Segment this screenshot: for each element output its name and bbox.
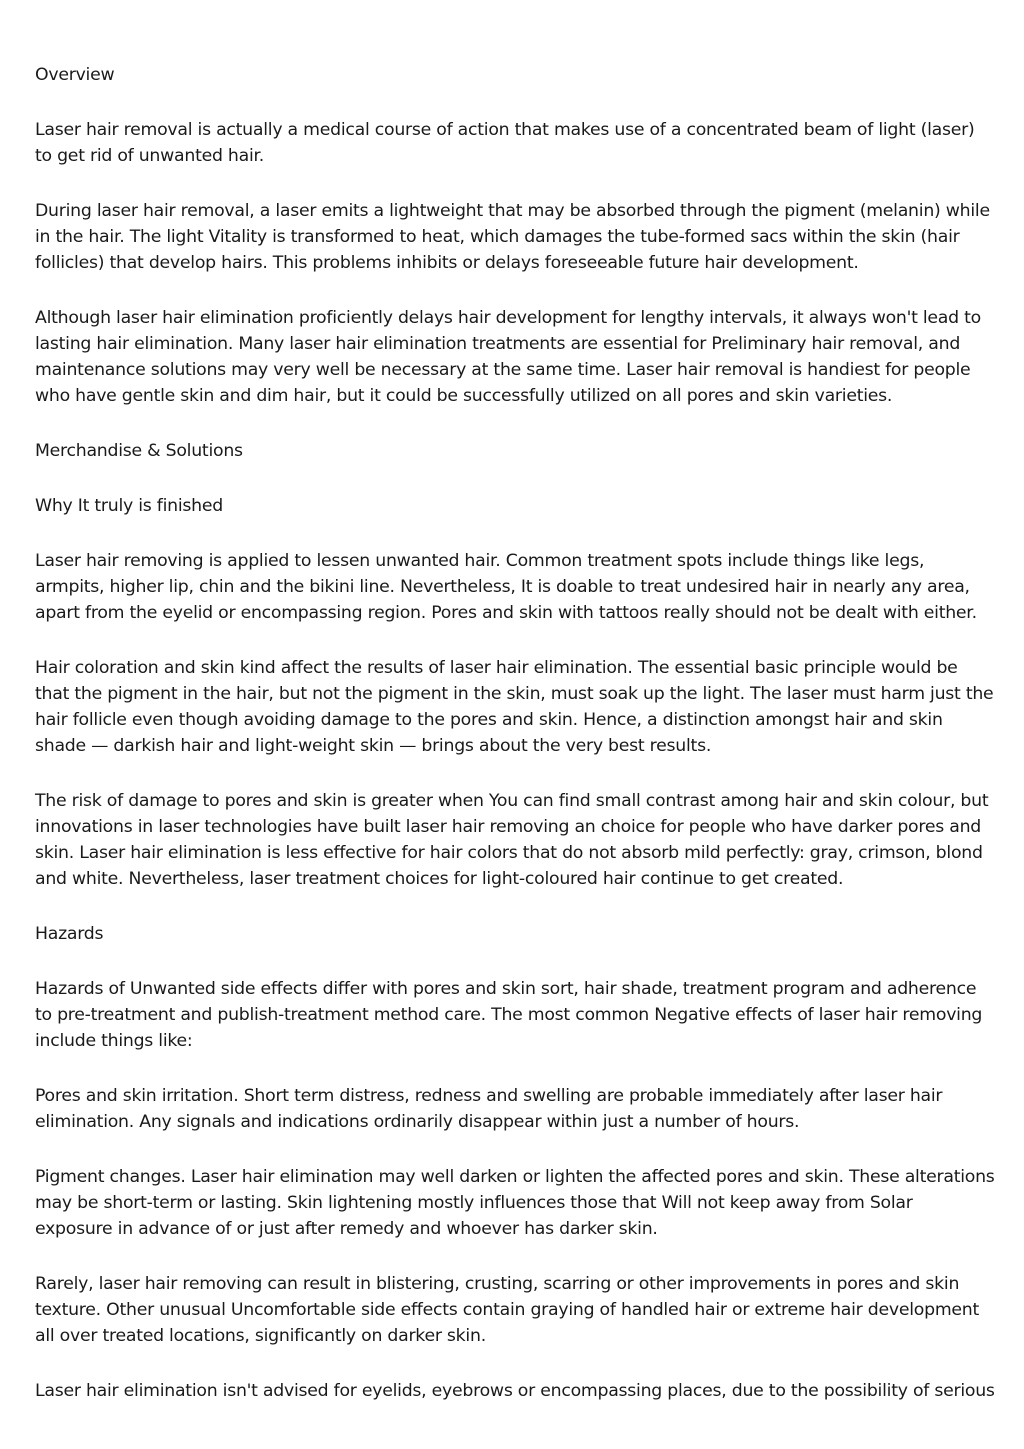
- section-heading-hazards: Hazards: [35, 924, 104, 944]
- paragraph: During laser hair removal, a laser emits a lightweight that may be absorbed through the pigment (melanin) while in the hair. The light Vitality is transformed to heat, which damages the tube-formed sacs within the skin (hair follicles) that develop hairs. This problems inhibits or delays foreseeable future hair development.: [35, 201, 990, 273]
- paragraph: Rarely, laser hair removing can result in blistering, crusting, scarring or other improvements in pores and skin texture. Other unusual Uncomfortable side effects contain graying of handled hair or extreme hair development all over treated locations, significantly on darker skin.: [35, 1274, 980, 1346]
- section-heading-overview: Overview: [35, 65, 115, 85]
- section-heading-merchandise: Merchandise & Solutions: [35, 441, 243, 461]
- paragraph: Laser hair elimination isn't advised for eyelids, eyebrows or encompassing places, due to the possibility of serious: [35, 1381, 995, 1401]
- paragraph: Although laser hair elimination proficiently delays hair development for lengthy intervals, it always won't lead to lasting hair elimination. Many laser hair elimination treatments are essential for Preliminary hair removal, and maintenance solutions may very well be necessary at the same time. Laser hair removal is handiest for people who have gentle skin and dim hair, but it could be successfully utilized on all pores and skin varieties.: [35, 308, 981, 406]
- paragraph: Laser hair removing is applied to lessen unwanted hair. Common treatment spots include things like legs, armpits, higher lip, chin and the bikini line. Nevertheless, It is doable to treat undesired hair in nearly any area, apart from the eyelid or encompassing region. Pores and skin with tattoos really should not be dealt with either.: [35, 551, 977, 623]
- section-heading-why: Why It truly is finished: [35, 496, 223, 516]
- paragraph: Pores and skin irritation. Short term distress, redness and swelling are probable immediately after laser hair elimination. Any signals and indications ordinarily disappear within just a number of hours.: [35, 1086, 943, 1132]
- paragraph: Hair coloration and skin kind affect the results of laser hair elimination. The essential basic principle would be that the pigment in the hair, but not the pigment in the skin, must soak up the light. The laser must harm just the hair follicle even though avoiding damage to the pores and skin. Hence, a distinction amongst hair and skin shade — darkish hair and light-weight skin — brings about the very best results.: [35, 658, 994, 756]
- paragraph: The risk of damage to pores and skin is greater when You can find small contrast among hair and skin colour, but innovations in laser technologies have built laser hair removing an choice for people who have darker pores and skin. Laser hair elimination is less effective for hair colors that do not absorb mild perfectly: gray, crimson, blond and white. Nevertheless, laser treatment choices for light-coloured hair continue to get created.: [35, 791, 989, 889]
- document-body: [35, 62, 995, 1433]
- paragraph: Pigment changes. Laser hair elimination may well darken or lighten the affected pores and skin. These alterations may be short-term or lasting. Skin lightening mostly influences those that Will not keep away from Solar exposure in advance of or just after remedy and whoever has darker skin.: [35, 1167, 995, 1239]
- paragraph: Hazards of Unwanted side effects differ with pores and skin sort, hair shade, treatment program and adherence to pre-treatment and publish-treatment method care. The most common Negative effects of laser hair removing include things like:: [35, 979, 983, 1051]
- paragraph: Laser hair removal is actually a medical course of action that makes use of a concentrated beam of light (laser) to get rid of unwanted hair.: [35, 120, 975, 166]
